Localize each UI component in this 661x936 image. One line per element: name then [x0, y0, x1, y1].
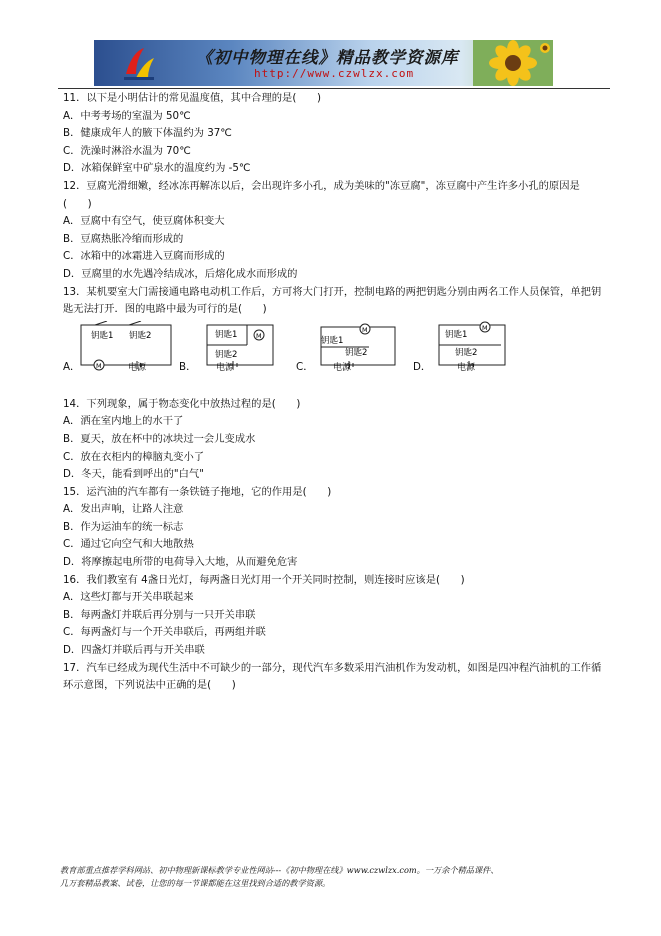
sunflower-icon [473, 40, 553, 86]
circuit-diagrams [63, 321, 603, 379]
question-11-option-d: D．冰箱保鲜室中矿泉水的温度约为 -5℃ [63, 162, 251, 175]
question-11-option-a: A．中考考场的室温为 50℃ [63, 109, 191, 122]
question-17-stem: 17．汽车已经成为现代生活中不可缺少的一部分，现代汽车多数采用汽油机作为发动机，如图是四冲程汽油机的工作循环示意图，下列说法中正确的是( ) [63, 661, 602, 692]
question-14-option-b: B．夏天，放在杯中的冰块过一会儿变成水 [63, 432, 256, 445]
question-14-stem: 14．下列现象，属于物态变化中放热过程的是( ) [63, 397, 301, 410]
circuit-c [315, 321, 401, 371]
question-16-option-a: A．这些灯都与开关串联起来 [63, 591, 194, 604]
key1-label: 钥匙1 [91, 330, 114, 341]
question-11-option-b: B．健康成年人的腋下体温约为 37℃ [63, 127, 232, 140]
question-14-option-d: D．冬天，能看到呼出的"白气" [63, 468, 204, 481]
question-15-option-c: C．通过它向空气和大地散热 [63, 538, 194, 551]
banner-title: 《初中物理在线》精品教学资源库 [196, 48, 459, 67]
question-14-option-a: A．洒在室内地上的水干了 [63, 415, 184, 428]
question-15-option-a: A．发出声响，让路人注意 [63, 503, 184, 516]
question-12-option-b: B．豆腐热胀冷缩而形成的 [63, 232, 184, 245]
key2-label: 钥匙2 [455, 347, 478, 358]
question-12-option-c: C．冰箱中的冰霜进入豆腐而形成的 [63, 250, 225, 263]
circuit-c-source: 电源 [333, 362, 352, 373]
question-14-option-c: C．放在衣柜内的樟脑丸变小了 [63, 450, 205, 463]
question-13-stem: 13．某机要室大门需接通电路电动机工作后，方可将大门打开，控制电路的两把钥匙分别由两名工作人员保管，单把钥匙无法打开．图的电路中最为可行的是( ) [63, 285, 602, 316]
question-16-option-c: C．每两盏灯与一个开关串联后，再两组并联 [63, 626, 266, 639]
circuit-c-label: C． [296, 360, 314, 373]
question-12-option-d: D．豆腐里的水先遇冷结成冰，后熔化成水而形成的 [63, 267, 298, 280]
switch-icon [129, 321, 141, 325]
footer-line-1: 教育部重点推荐学科网站、初中物理新课标教学专业性网站---《初中物理在线》www.czwlzx.com。一万余个精品课件、 [60, 865, 499, 875]
header-rule [58, 88, 610, 89]
circuit-b [203, 321, 283, 371]
question-11-stem: 11．以下是小明估计的常见温度值，其中合理的是( ) [63, 92, 321, 104]
question-12-stem: 12．豆腐光滑细嫩，经冰冻再解冻以后，会出现许多小孔，成为美味的"冻豆腐"，冻豆腐中产生许多小孔的原因是( ) [63, 179, 580, 210]
question-15-option-b: B．作为运油车的统一标志 [63, 520, 184, 533]
key2-label: 钥匙2 [215, 349, 238, 360]
circuit-b-label: B． [179, 360, 197, 373]
question-16-option-d: D．四盏灯并联后再与开关串联 [63, 644, 205, 657]
motor-label: M [482, 323, 488, 332]
key1-label: 钥匙1 [445, 329, 468, 340]
key2-label: 钥匙2 [129, 330, 152, 341]
question-16-option-b: B．每两盏灯并联后再分别与一只开关串联 [63, 608, 256, 621]
switch-icon [95, 321, 107, 325]
page-footer [60, 864, 620, 890]
question-list [63, 90, 603, 695]
circuit-a-source: 电源 [128, 362, 147, 373]
circuit-b-source: 电源 [216, 362, 235, 373]
site-logo-icon [122, 44, 156, 82]
circuit-d-source: 电源 [457, 362, 476, 373]
banner-url[interactable]: http://www.czwlzx.com [254, 67, 415, 80]
question-12-option-a: A．豆腐中有空气，使豆腐体积变大 [63, 215, 225, 228]
circuit-a [77, 321, 177, 371]
key2-label: 钥匙2 [345, 347, 368, 358]
header-banner [94, 40, 553, 86]
footer-line-2: 几万套精品教案、试卷，让您的每一节课都能在这里找到合适的教学资源。 [60, 878, 331, 888]
motor-label: M [362, 325, 368, 334]
question-16-stem: 16．我们教室有 4盏日光灯，每两盏日光灯用一个开关同时控制，则连接时应该是( ) [63, 573, 465, 586]
circuit-a-label: A． [63, 360, 81, 373]
motor-label: M [96, 361, 102, 370]
key1-label: 钥匙1 [215, 329, 238, 340]
question-15-option-d: D．将摩擦起电所带的电荷导入大地，从而避免危害 [63, 556, 298, 569]
circuit-d-label: D． [413, 360, 432, 373]
question-11-option-c: C．洗澡时淋浴水温为 70℃ [63, 144, 191, 157]
motor-label: M [256, 331, 262, 340]
question-15-stem: 15．运汽油的汽车都有一条铁链子拖地，它的作用是( ) [63, 485, 332, 498]
key1-label: 钥匙1 [321, 335, 344, 346]
